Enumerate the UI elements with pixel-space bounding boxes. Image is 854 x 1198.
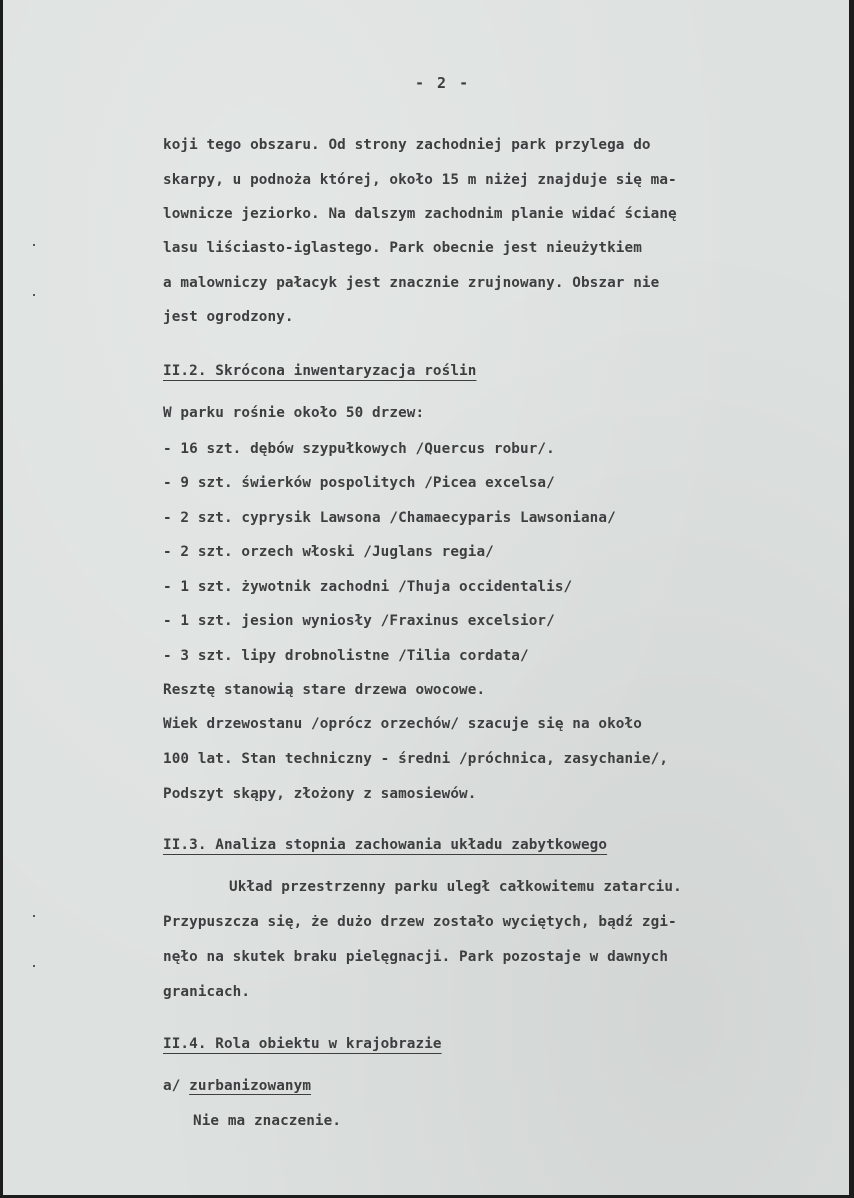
inventory-item-7: - 3 szt. lipy drobnolistne /Tilia cordata/ — [163, 648, 529, 664]
inventory-lead: W parku rośnie około 50 drzew: — [163, 405, 425, 421]
section-heading-landscape-role: II.4. Rola obiektu w krajobrazie — [163, 1036, 442, 1052]
section-heading-analysis: II.3. Analiza stopnia zachowania układu zabytkowego — [163, 837, 608, 853]
document-page — [3, 0, 849, 1195]
inventory-item-3: - 2 szt. cyprysik Lawsona /Chamaecyparis Lawsoniana/ — [163, 510, 616, 526]
margin-mark — [33, 915, 35, 917]
analysis-line-1: Układ przestrzenny parku uległ całkowitemu zatarciu. — [229, 879, 682, 895]
intro-line-6: jest ogrodzony. — [163, 309, 294, 325]
analysis-line-2: Przypuszcza się, że dużo drzew zostało wyciętych, bądź zgi- — [163, 914, 677, 930]
inventory-item-4: - 2 szt. orzech włoski /Juglans regia/ — [163, 544, 494, 560]
inventory-rest-1: Resztę stanowią stare drzewa owocowe. — [163, 682, 486, 698]
inventory-item-2: - 9 szt. świerków pospolitych /Picea excelsa/ — [163, 475, 555, 491]
intro-line-3: lownicze jeziorko. Na dalszym zachodnim planie widać ścianę — [163, 206, 677, 222]
inventory-item-5: - 1 szt. żywotnik zachodni /Thuja occidentalis/ — [163, 579, 573, 595]
intro-line-2: skarpy, u podnoża której, około 15 m niżej znajduje się ma- — [163, 172, 677, 188]
inventory-rest-4: Podszyt skąpy, złożony z samosiewów. — [163, 786, 477, 802]
inventory-rest-2: Wiek drzewostanu /oprócz orzechów/ szacuje się na około — [163, 716, 642, 732]
analysis-line-4: granicach. — [163, 984, 251, 1000]
page-number: - 2 - — [415, 74, 471, 92]
margin-mark — [33, 244, 35, 246]
margin-mark — [33, 965, 35, 967]
inventory-item-1: - 16 szt. dębów szypułkowych /Quercus robur/. — [163, 441, 555, 457]
margin-mark — [33, 294, 35, 296]
intro-line-4: lasu liściasto-iglastego. Park obecnie jest nieużytkiem — [163, 240, 642, 256]
analysis-line-3: nęło na skutek braku pielęgnacji. Park pozostaje w dawnych — [163, 949, 669, 965]
section-heading-inventory: II.2. Skrócona inwentaryzacja roślin — [163, 363, 477, 379]
landscape-subsection-a — [163, 1077, 311, 1095]
inventory-rest-3: 100 lat. Stan techniczny - średni /próchnica, zasychanie/, — [163, 751, 669, 767]
subsection-label: a/ — [163, 1078, 190, 1094]
landscape-subsection-a-text: Nie ma znaczenie. — [193, 1113, 342, 1129]
subsection-heading-urbanized: zurbanizowanym — [189, 1078, 312, 1094]
intro-line-5: a malowniczy pałacyk jest znacznie zrujnowany. Obszar nie — [163, 275, 660, 291]
intro-line-1: koji tego obszaru. Od strony zachodniej park przylega do — [163, 137, 651, 153]
inventory-item-6: - 1 szt. jesion wyniosły /Fraxinus excelsior/ — [163, 613, 555, 629]
